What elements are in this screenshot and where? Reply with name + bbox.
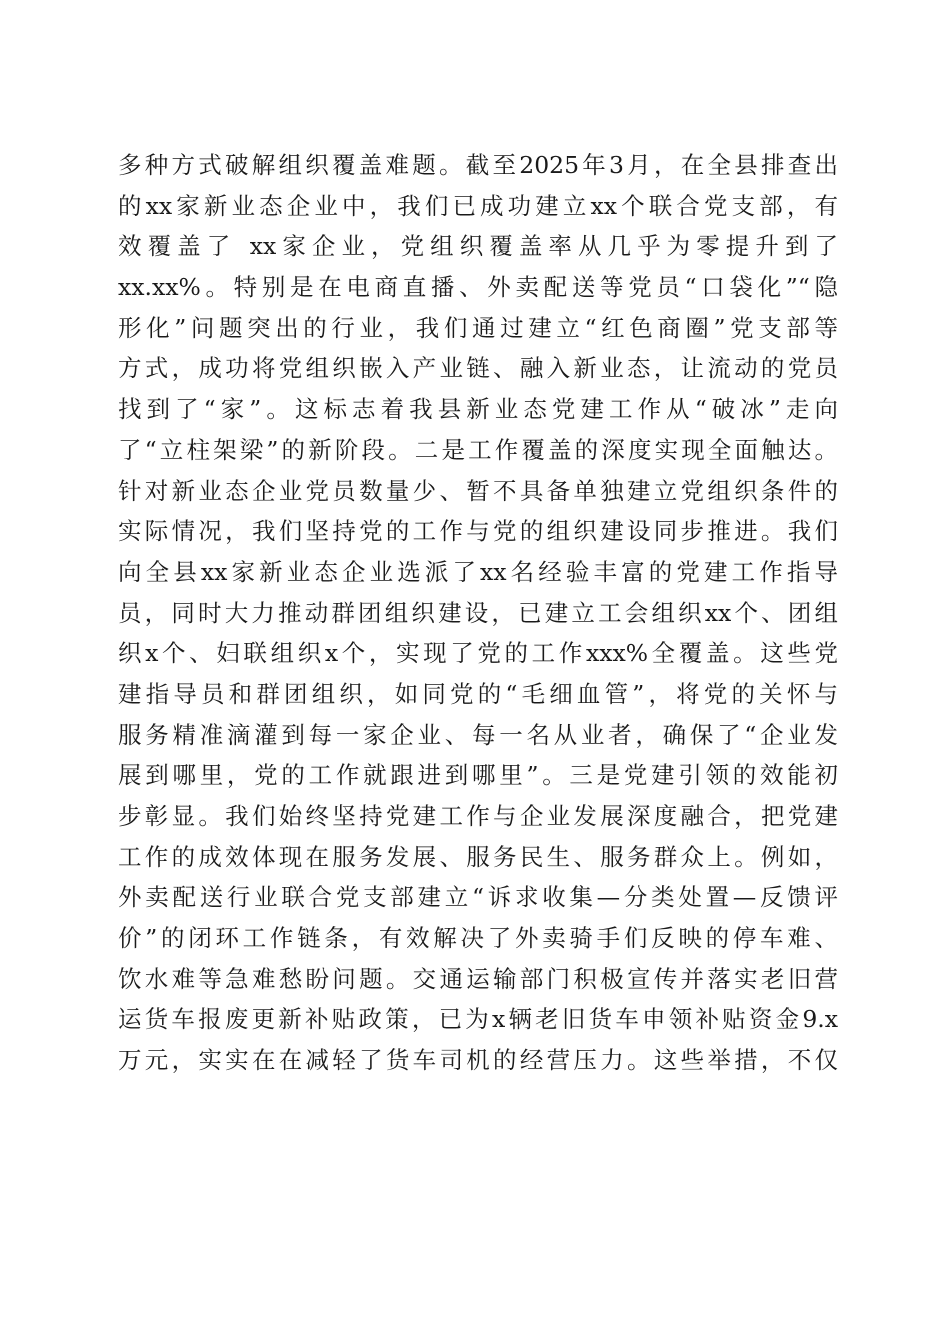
- text-line: 饮水难等急难愁盼问题。交通运输部门积极宣传并落实老旧营: [118, 964, 838, 993]
- text-line: xx.xx%。特别是在电商直播、外卖配送等党员“口袋化”“隐: [118, 273, 838, 302]
- text-line: 运货车报废更新补贴政策，已为x辆老旧货车申领补贴资金9.x: [118, 1005, 838, 1034]
- text-line: 方式，成功将党组织嵌入产业链、融入新业态，让流动的党员: [118, 354, 838, 383]
- text-line: 外卖配送行业联合党支部建立“诉求收集—分类处置—反馈评: [118, 883, 838, 912]
- text-line: 效覆盖了 xx家企业，党组织覆盖率从几乎为零提升到了: [118, 232, 838, 261]
- text-line: 实际情况，我们坚持党的工作与党的组织建设同步推进。我们: [118, 517, 838, 546]
- text-line: 步彰显。我们始终坚持党建工作与企业发展深度融合，把党建: [118, 802, 838, 830]
- text-line: 服务精准滴灌到每一家企业、每一名从业者，确保了“企业发: [118, 720, 838, 749]
- text-line: 员，同时大力推动群团组织建设，已建立工会组织xx个、团组: [118, 598, 838, 627]
- text-line: 形化”问题突出的行业，我们通过建立“红色商圈”党支部等: [118, 313, 838, 342]
- text-line: 织x个、妇联组织x个，实现了党的工作xxx%全覆盖。这些党: [118, 639, 838, 668]
- text-line: 展到哪里，党的工作就跟进到哪里”。三是党建引领的效能初: [118, 761, 838, 790]
- text-line: 价”的闭环工作链条，有效解决了外卖骑手们反映的停车难、: [118, 924, 838, 953]
- text-line: 工作的成效体现在服务发展、服务民生、服务群众上。例如，: [118, 842, 838, 871]
- text-line: 针对新业态企业党员数量少、暂不具备单独建立党组织条件的: [118, 476, 838, 505]
- text-line: 建指导员和群团组织，如同党的“毛细血管”，将党的关怀与: [118, 679, 838, 708]
- text-line: 的xx家新业态企业中，我们已成功建立xx个联合党支部，有: [118, 191, 838, 220]
- text-line: 了“立柱架梁”的新阶段。二是工作覆盖的深度实现全面触达。: [118, 435, 838, 464]
- text-line: 找到了“家”。这标志着我县新业态党建工作从“破冰”走向: [118, 395, 838, 424]
- text-line: 万元，实实在在减轻了货车司机的经营压力。这些举措，不仅: [118, 1046, 838, 1075]
- text-line: 多种方式破解组织覆盖难题。截至2025年3月，在全县排查出: [118, 151, 838, 179]
- text-line: 向全县xx家新业态企业选派了xx名经验丰富的党建工作指导: [118, 557, 838, 586]
- body-paragraph: [118, 145, 838, 1081]
